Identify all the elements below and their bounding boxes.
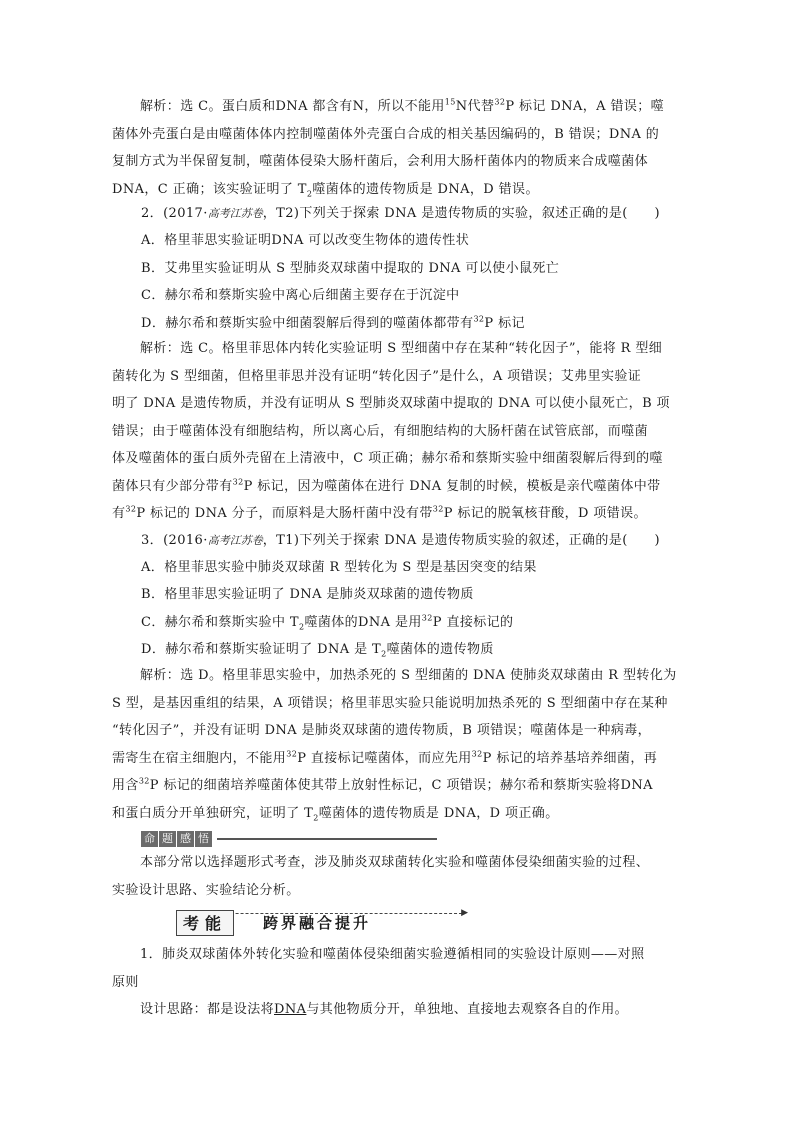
- badge-char: 题: [159, 831, 176, 847]
- superscript: 15: [444, 97, 456, 107]
- text-line: 原则: [112, 974, 139, 990]
- badge-char: 感: [177, 831, 194, 847]
- subscript: 2: [306, 189, 313, 199]
- text: 噬菌体的DNA 是用: [304, 615, 422, 630]
- text: D．赫尔希和蔡斯实验中细菌裂解后得到的噬菌体都带有: [141, 316, 474, 331]
- text: P 标记的 DNA 分子，而原料是大肠杆菌中没有带: [136, 506, 433, 521]
- text-line: 体及噬菌体的蛋白质外壳留在上清液中，C 项正确；赫尔希和蔡斯实验中细菌裂解后得到的噬: [112, 451, 663, 466]
- text-line: 菌体外壳蛋白是由噬菌体体内控制噬菌体外壳蛋白合成的相关基因编码的，B 错误；DNA 的: [112, 126, 660, 142]
- subscript: 2: [381, 649, 387, 659]
- text: D．赫尔希和蔡斯实验证明了 DNA 是 T: [141, 642, 382, 657]
- option-a: A．格里菲思实验中肺炎双球菌 R 型转化为 S 型是基因突变的结果: [141, 560, 537, 575]
- superscript: 32: [473, 314, 485, 324]
- superscript: 32: [125, 504, 137, 514]
- text: 2．(2017·: [141, 206, 208, 221]
- section-tag: 考能: [176, 910, 234, 936]
- text-line: “转化因子”，并没有证明 DNA 是肺炎双球菌的遗传物质，B 项错误；噬菌体是一种病毒，: [112, 723, 652, 738]
- text-line: 错误；由于噬菌体没有细胞结构，所以离心后，有细胞结构的大肠杆菌在试管底部，而噬菌: [112, 423, 649, 439]
- text: P 标记的培养基培养细菌，再: [482, 750, 658, 766]
- text: 3．(2016·: [141, 533, 208, 548]
- point-1: [112, 941, 680, 1024]
- option-d: [141, 640, 494, 660]
- superscript: 32: [286, 749, 298, 759]
- superscript: 32: [421, 613, 433, 623]
- source-label: 高考江苏卷: [207, 534, 263, 547]
- option-d: [141, 314, 525, 334]
- superscript: 32: [494, 97, 506, 107]
- text: 噬菌体的遗传物质是 DNA，D 项正确。: [318, 805, 559, 821]
- text: ，T2)下列关于探索 DNA 是遗传物质的实验，叙述正确的是( ): [262, 206, 660, 221]
- text: 有: [112, 506, 126, 521]
- text-line: 解析：选 C。格里菲思体内转化实验证明 S 型细菌中存在某种“转化因子”，能将 R 型细: [140, 341, 663, 356]
- text: 与其他物质分开，单独地、直接地去观察各自的作用。: [306, 1002, 629, 1017]
- text: 设计思路：都是设法将: [140, 1002, 275, 1017]
- text-line: 实验设计思路、实验结论分析。: [112, 882, 300, 898]
- arrow-icon: ▶: [461, 908, 468, 918]
- text-line: 复制方式为半保留复制，噬菌体侵染大肠杆菌后，会利用大肠杆菌体内的物质来合成噬菌体: [112, 154, 649, 169]
- superscript: 32: [432, 504, 444, 514]
- badge-char: 悟: [195, 831, 212, 847]
- superscript: 32: [232, 477, 244, 487]
- question-2-stem: [141, 204, 681, 224]
- answer-1: [112, 93, 680, 203]
- text: P 标记的脱氧核苷酸，D 项错误。: [443, 506, 647, 521]
- answer-2: [112, 335, 680, 528]
- text: 需寄生在宿主细胞内，不能用: [112, 750, 287, 766]
- subscript: 2: [313, 813, 319, 823]
- insight-badge: [141, 830, 437, 848]
- superscript: 32: [138, 776, 150, 786]
- text: 解析：选 C。蛋白质和DNA 都含有N，所以不能用: [140, 99, 445, 114]
- superscript: 32: [471, 749, 483, 759]
- source-label: 高考江苏卷: [207, 207, 263, 220]
- badge-char: 命: [141, 831, 158, 847]
- text: N代替: [455, 99, 495, 114]
- text: P 直接标记的: [432, 615, 514, 630]
- option-b: B．艾弗里实验证明从 S 型肺炎双球菌中提取的 DNA 可以使小鼠死亡: [141, 261, 560, 276]
- text: ，T1)下列关于探索 DNA 是遗传物质实验的叙述，正确的是( ): [262, 533, 660, 548]
- text: 噬菌体的遗传物质是 DNA，D 错误。: [312, 181, 539, 197]
- badge-rule: [217, 838, 437, 840]
- text: P 标记: [484, 316, 525, 331]
- text: 菌体只有少部分带有: [112, 478, 233, 494]
- text: DNA，C 正确；该实验证明了 T: [112, 181, 307, 197]
- option-a: A．格里菲思实验证明DNA 可以改变生物体的遗传性状: [141, 233, 470, 248]
- section-title: 跨界融合提升: [263, 914, 372, 932]
- text: P 标记，因为噬菌体在进行 DNA 复制的时候，模板是亲代噬菌体中带: [243, 478, 661, 494]
- text-line: 菌转化为 S 型细菌，但格里菲思并没有证明“转化因子”是什么，A 项错误；艾弗里实验证: [112, 368, 642, 384]
- text-line: S 型，是基因重组的结果，A 项错误；格里菲思实验只能说明加热杀死的 S 型细菌中存在某种: [112, 695, 668, 711]
- text: P 标记 DNA，A 错误；噬: [505, 99, 665, 114]
- text-line: 明了 DNA 是遗传物质，并没有证明从 S 型肺炎双球菌中提取的 DNA 可以使小鼠死亡，B 项: [112, 396, 670, 411]
- text-line: 1．肺炎双球菌体外转化实验和噬菌体侵染细菌实验遵循相同的实验设计原则——对照: [140, 947, 645, 962]
- option-c: C．赫尔希和蔡斯实验中离心后细菌主要存在于沉淀中: [141, 288, 460, 303]
- insight-summary: [112, 849, 680, 904]
- text: C．赫尔希和蔡斯实验中 T: [141, 615, 299, 630]
- text: 用含: [112, 778, 139, 793]
- text-line: 解析：选 D。格里菲思实验中，加热杀死的 S 型细菌的 DNA 使肺炎双球菌由 R 型转化为: [140, 668, 677, 683]
- option-b: B．格里菲思实验证明了 DNA 是肺炎双球菌的遗传物质: [141, 587, 474, 602]
- question-3-stem: [141, 531, 681, 551]
- text: 和蛋白质分开单独研究，证明了 T: [112, 805, 314, 821]
- text: 噬菌体的遗传物质: [386, 642, 494, 657]
- underlined-term: DNA: [274, 1002, 307, 1017]
- text-line: 本部分常以选择题形式考查，涉及肺炎双球菌转化实验和噬菌体侵染细菌实验的过程、: [140, 855, 650, 870]
- text: P 标记的细菌培养噬菌体使其带上放射性标记，C 项错误；赫尔希和蔡斯实验将DNA: [149, 778, 653, 793]
- option-c: [141, 613, 513, 633]
- subscript: 2: [298, 622, 305, 632]
- answer-3: [112, 662, 680, 827]
- text: P 直接标记噬菌体，而应先用: [297, 750, 472, 766]
